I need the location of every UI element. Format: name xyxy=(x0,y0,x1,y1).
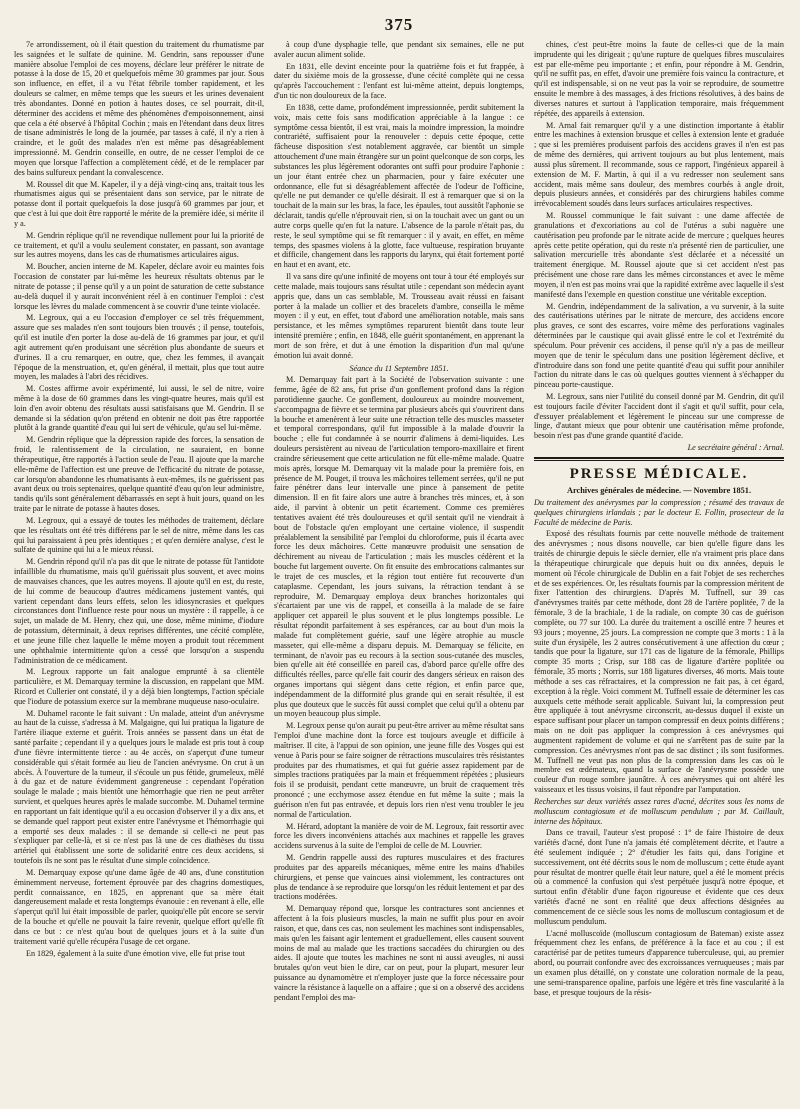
paragraph: M. Gendrin réplique que la dépression rapide des forces, la sensation de froid, le ralentissement de la circulation, ne sauraient, en bonne thérapeutique, être rapportés à l'action seule de l'eau. Il ajoute que la marche elle-même de l'affection est une preuve de l'efficacité du nitrate de potasse, car lorsqu'on abandonne les rhumatisants à eux-mêmes, ils ne guérissent pas avant deux ou trois septenaires, quelque quantité d'eau qu'on leur administre, tandis qu'ils sont généralement débarrassés en sept à huit jours, quand on les traite par le nitrate de potasse à hautes doses. xyxy=(14,435,264,514)
archive-heading: Archives générales de médecine. — Novembre 1851. xyxy=(566,486,752,496)
paragraph: 7e arrondissement, où il était question du traitement du rhumatisme par les saignées et le sulfate de quinine. M. Gendrin, sans repousser d'une manière absolue l'emploi de ces moyens, déclare leur préférer le nitrate de potasse à la dose de 15, 20 et quelquefois même 30 grammes par jour. Sous son influence, en effet, il a vu l'état fébrile tomber rapidement, et les douleurs se calmer, en même temps que les sueurs et les urines devenaient très abondantes. Donné en potion à hautes doses, ce sel pourrait, dit-il, déterminer des accidens et même des phénomènes d'empoisonnement, ainsi que cela a été observé à l'hôpital Cochin ; mais en l'étendant dans deux litres de tisane administrés le long de la journée, par tasses à café, il n'y a rien à craindre, et le goût des malades n'en est même pas désagréablement impressionné. M. Gendrin conseille, en outre, de ne cesser l'emploi de ce moyen que lorsque l'affection a complètement cédé, et de le remplacer par des bains sulfureux pendant la convalescence. xyxy=(14,40,264,177)
section-divider-thin xyxy=(534,460,784,461)
paragraph: M. Demarquay fait part à la Société de l'observation suivante : une femme, âgée de 82 ans, fut prise d'un gonflement profond dans la région parotidienne gauche. Ce gonflement, douloureux au moindre mouvement, s'accompagna de fièvre et se termina par plusieurs abcès qui s'ouvrirent dans la bouche et amenèrent à leur suite une rétraction telle des muscles masseter et temporal correspondans, qu'il fut impossible à la malade d'ouvrir la bouche ; elle fut condamnée à se nourrir d'alimens à demi-liquides. Les douleurs persistèrent au niveau de l'articulation temporo-maxillaire et firent craindre sérieusement que cette articulation ne fût elle-même malade. Quatre mois après, lorsque M. Demarquay vit la malade pour la première fois, en présence de M. Pouget, il trouva les mâchoires tellement serrées, qu'il ne put faire pénétrer dans leur intervalle une pince à pansement de petite dimension. Il en fit faire alors une autre à branches très minces, et, à son aide, il parvint à obtenir un petit écartement. Comme ces premières tentatives avaient été très douloureuses et qu'il sentait qu'il ne viendrait à bout de l'obstacle qu'en employant une certaine violence, il suspendit préalablement la sensibilité par l'emploi du chloroforme, puis il écarta avec force les deux mâchoires. Cette manœuvre produisit une sensation de déchirement au niveau de l'articulation ; mais les muscles cédèrent et la bouche fut largement ouverte. On fit ensuite des embrocations calmantes sur le trajet de ces muscles, et la région tout entière fut recouverte d'un cataplasme. Cependant, les jours suivans, la rétraction tendant à se reproduire, M. Demarquay employa deux branches horizontales qui s'écartaient par une vis de rappel, et conseilla à la malade de se faire appliquer cet appareil le plus souvent et le plus longtemps possible. Le résultat répondit parfaitement à ses espérances, car au bout d'un mois la malade fut complètement guérie, sauf une légère atrophie au muscle masseter, qui elle-même a disparu depuis. M. Demarquay se félicite, en terminant, de n'avoir pas eu recours à la section sous-cutanée des muscles, bien qu'elle ait été conseillée en pareil cas, d'abord parce qu'elle offre des difficultés réelles, parce qu'elle fait courir des dangers sérieux en raison des organes importans qui siègent dans cette région, et enfin parce que, indépendamment de la difformité plus grande qui en serait résultée, il est plus que douteux que le succès fût aussi complet que celui qu'il a obtenu par un moyen beaucoup plus simple. xyxy=(274,375,524,719)
paragraph: M. Demarquay expose qu'une dame âgée de 40 ans, d'une constitution éminemment nerveuse, fortement éprouvée par des chagrins domestiques, perdit connaissance, en 1825, en apprenant que sa mère était dangereusement malade et resta longtemps évanouie : en revenant à elle, elle s'aperçut qu'il lui était impossible de parler, quoiqu'elle pût encore se servir de la bouche et qu'elle ne pouvait la faire revenir, quelque effort qu'elle fît dans ce but : ce n'est qu'au bout de quelques jours et à la suite d'un traitement varié qu'elle récupéra l'usage de cet organe. xyxy=(14,867,264,946)
page-number: 375 xyxy=(384,15,414,34)
paragraph: M. Roussel communique le fait suivant : une dame affectée de granulations et d'excoriations au col de l'utérus a subi naguère une cautérisation peu profonde par le nitrate acide de mercure ; quelques heures après cette petite opération, qui du reste n'a présenté rien de particulier, une salivation mercurielle très abondante s'est déclarée et a nécessité un traitement énergique. M. Roussel ajoute que si cet accident n'est pas précisément une chose rare dans les mêmes circonstances et avec le même moyen, il n'en est pas moins vrai que la rapidité extrême avec laquelle il s'est manifesté dans l'exemple en question constitue une véritable exception. xyxy=(534,211,784,299)
paragraph: M. Gendrin répond qu'il n'a pas dit que le nitrate de potasse fût l'antidote infaillible du rhumatisme, mais qu'il guérissait plus souvent, et avec moins de mauvaises chances, que les autres moyens. Il ajoute qu'il en est, du reste, de lui comme de beaucoup d'autres médicamens justement vantés, qui varient cependant dans leurs effets, selon les idiosyncrasies et quelques circonstances dont l'influence reste pour nous un mystère : il rappelle, à ce sujet, un malade de M. Henry, chez qui, une dose, même minime, d'iodure de potassium, déterminait, à deux reprises différentes, une cécité complète, et une jeune fille chez laquelle le même moyen a produit tout récemment une ophthalmie intermittente qu'on a cessé que lorsqu'on a suspendu l'administration de ce médicament. xyxy=(14,557,264,665)
paragraph: En 1829, également à la suite d'une émotion vive, elle fut prise tout xyxy=(26,948,245,958)
paragraph: chines, c'est peut-être moins la faute de celles-ci que de la main imprudente qui les dirigeait ; qu'une rupture de quelques fibres musculaires est par elle-même peu importante ; et enfin, pour répondre à M. Gendrin, qu'il ne suffit pas, en effet, d'avoir une première fois vaincu la contracture, et qu'il est indispensable, si on ne veut pas la voir se reproduire, de soumettre ensuite le membre à des massages, à des frictions résolutives, à des bains de diverses natures et surtout à l'application temporaire, mais fréquemment répétée, des appareils à extension. xyxy=(534,40,784,118)
paragraph: M. Gendrin, indépendamment de la salivation, a vu survenir, à la suite des cautérisations utérines par le nitrate de mercure, des accidens encore plus graves, ce sont des escarres, voire même des perforations vaginales déterminées par le caustique qui avait glissé entre le col et l'extrémité du spéculum. Pour prévenir ces accidens, il pense qu'il n'y a pas de meilleur moyen que de tenir le spéculum dans une position légèrement déclive, et d'introduire dans son fond une petite quantité d'eau qui suffit pour annihiler l'action du nitrate dans le cas où quelques gouttes viennent à s'échapper du pinceau porte-caustique. xyxy=(534,301,784,390)
session-date-heading: Séance du 11 Septembre 1851. xyxy=(349,363,449,373)
secretary-signature: Le secrétaire général : Arnal. xyxy=(687,443,784,453)
paragraph: L'acné molluscoïde (molluscum contagiosum de Bateman) existe assez fréquemment chez les enfans, de préférence à la face et au cou ; il est caractérisé par de petites tumeurs d'apparence tuberculeuse, qui, au premier abord, ou pourrait confondre avec des excroissances verruqueuses ; mais par un examen plus détaillé, on y constate une coloration normale de la peau, une semi-transparence opaline, parfois une légère et très fine vascularité à la base, et presque toujours de la résis- xyxy=(534,928,784,997)
paragraph: Exposé des résultats fournis par cette nouvelle méthode de traitement des anévrysmes ; nous disons nouvelle, car bien qu'elle figure dans les traités de chirurgie depuis le siècle dernier, elle n'a vraiment pris place dans la thérapeutique chirurgicale que depuis huit ou dix années, depuis le moment où l'école chirurgicale de Dublin en a fait l'objet de ses recherches et de ses expériences. Or, les résultats fournis par la compression méritent de fixer l'attention des chirurgiens. D'après M. Tuffnell, sur 39 cas d'anévrysmes traités par cette méthode, dont 28 de l'artère poplitée, 7 de la fémorale, 3 de la brachiale, 1 de la radiale, on compte 30 cas de guérison complète, ou 77 sur 100. La durée du traitement a oscillé entre 7 heures et 93 jours ; moyenne, 25 jours. La compression ne compte que 3 morts : 1 à la suite d'un érysipèle, les 2 autres consécutivement à une affection du cœur ; tandis que pour la ligature, sur 171 cas de ligature de la fémorale, Phillips compte 35 morts ; Crisp, sur 188 cas de ligature d'artère poplitée ou fémorale, 35 morts ; Norris, sur 188 ligatures diverses, 46 morts. Mais toute méthode a ses cas réfractaires, et la compression ne fait pas, à cet égard, exception à la règle. Voici comment M. Tuffnell essaie de déterminer les cas auxquels cette méthode serait applicable. Suivant lui, la compression peut être appliquée à tout anévrysme circonscrit, au-dessus duquel il existe un espace suffisant pour placer un tampon compressif en deux points différens ; mais on ne doit pas appliquer la compression à ces anévrysmes qui augmentent rapidement de volume et qui ne s'arrêtent pas de suite par la compression. Ces anévrysmes n'ont pas de sac distinct ; ils sont fusiformes. M. Tuffnell ne veut pas non plus de la compression dans les cas où le membre est œdémateux, quand la surface de l'anévrysme possède une couleur d'un rouge sombre jaunâtre. À ces anévrysmes qui ont altéré les vaisseaux et les tissus voisins, il faut répondre par l'amputation. xyxy=(534,529,784,795)
article-title: Recherches sur deux variétés assez rares d'acné, décrites sous les noms de molluscum contagiosum et de molluscum pendulum ; par M. Caillault, interne des hôpitaux. xyxy=(534,796,784,826)
text-columns xyxy=(14,40,784,1105)
paragraph: M. Legroux, sans nier l'utilité du conseil donné par M. Gendrin, dit qu'il est toujours facile d'éviter l'accident dont il s'agit et qu'il suffit, pour cela, d'essuyer préalablement et légèrement le pinceau sur une compresse de linge, d'autant mieux que pour obtenir une cautérisation même profonde, besoin n'est pas d'une grande quantité d'acide. xyxy=(534,391,784,441)
paragraph: M. Arnal fait remarquer qu'il y a une distinction importante à établir entre les machines à extension brusque et celles à extension lente et graduée ; que si les premières produisent parfois des accidens graves il n'en est pas de même des dernières, qui arrivent toujours au but plus lentement, mais aussi plus sûrement. Il recommande, sous ce rapport, l'ingénieux appareil à extension de M. F. Martin, à qui il a vu redresser non seulement sans accident, mais même sans douleur, des membres courbés à angle droit, depuis plusieurs années, et considérés par des chirurgiens habiles comme irrévocablement soudés dans leurs surfaces articulaires respectives. xyxy=(534,120,784,209)
paragraph: M. Costes affirme avoir expérimenté, lui aussi, le sel de nitre, voire même à la dose de 60 grammes dans les vingt-quatre heures, mais qu'il est loin d'en avoir obtenu des résultats aussi satisfaisans que M. Gendrin. Il se demande si la sédation qu'on prétend en obtenir ne doit pas être rapportée plutôt à la grande quantité d'eau qui lui sert de véhicule, qu'au sel lui-même. xyxy=(14,384,264,433)
paragraph: En 1838, cette dame, profondément impressionnée, perdit subitement la voix, mais cette fois sans modification appréciable à la langue : ce symptôme cessa bientôt, il est vrai, mais la moindre impression, la moindre contrariété, suffisaient pour la renouveler : depuis cette époque, cette fâcheuse disposition s'est notablement aggravée, car bientôt un simple attouchement d'une main étrangère sur un point quelconque de son corps, les substances les plus légèrement odorantes ont suffi pour produire l'aphonie : un jour étant entrée chez un pharmacien, pour y faire exécuter une ordonnance, elle fut si désagréablement affectée de l'odeur de l'officine, qu'elle ne put demander ce qu'elle désirait. Il est à remarquer que si on la touchait de la main sur les bras, la face, les épaules, tout aussitôt l'aphonie se déclarait, tandis qu'elle n'éprouvait rien, si on la touchait avec un gant ou un autre corps quelle qu'en fut la nature. L'absence de la parole n'était pas, du reste, le seul symptôme qui se fît remarquer : il y avait, en effet, en même temps, des spasmes violens à la glotte, face vultueuse, respiration bruyante et difficile, changement dans les rapports du larynx, qui était fortement porté en haut et en avant, etc. xyxy=(274,102,524,270)
column-middle xyxy=(274,40,524,1105)
column-right xyxy=(534,40,784,1105)
paragraph: M. Duhamel raconte le fait suivant : Un malade, atteint d'un anévrysme au haut de la cuisse, s'adressa à M. Malgaigne, qui lui pratiqua la ligature de l'artère iliaque externe et guérit. Trois années se passent dans un état de santé parfaite ; cependant il y a quelques jours le malade est pris tout à coup d'une fièvre intermittente tierce : au 4e accès, on s'aperçut d'une tumeur considérable qui s'était formée au lieu de l'ancien anévrysme. On crut à un abcès. À l'ouverture de la tumeur, il s'écoule un pus fétide, grumeleux, mêlé à du gaz et de nature évidemment gangreneuse : cependant l'opération soulage le malade ; mais bientôt une hémorrhagie que rien ne peut arrêter survient, et quelques heures après le malade succombe. M. Duhamel termine en rapportant un fait identique qu'il a eu occasion d'observer il y a dix ans, et se demande quel rapport peut exister entre l'anévrysme et l'hémorrhagie qui a emporté ses deux malades : il se demande si celle-ci ne peut pas s'expliquer par celle-là, et si ce n'est pas là une de ces diathèses du tissu artériel qui établissent une sorte de solidarité entre ces deux accidens, si toutefois ils ne sont pas le résultat d'une simple coïncidence. xyxy=(14,708,264,866)
paragraph: M. Legroux, qui a eu l'occasion d'employer ce sel très fréquemment, assure que ses malades n'en sont toujours bien trouvés ; il pense, toutefois, qu'il est inutile d'en porter la dose au-delà de 16 grammes par jour, et qu'il agit autrement qu'en produisant une sécrétion plus abondante de sueurs et d'urines. Il a cru remarquer, en outre, que, chez les femmes, il avançait l'époque de la menstruation, et, qu'en général, il mettait, plus que tout autre moyen, les malades à l'abri des récidives. xyxy=(14,313,264,382)
paragraph: M. Boucher, ancien interne de M. Kapeler, déclare avoir eu maintes fois l'occasion de constater par lui-même les heureux résultats obtenus par le nitrate de potasse ; il pense qu'il y a un point de saturation de cette substance au-delà duquel il y aurait inconvénient réel à en continuer l'emploi : c'est lorsque les lèvres du malade commencent à se couvrir d'une teinte violacée. xyxy=(14,262,264,311)
paragraph: Dans ce travail, l'auteur s'est proposé : 1° de faire l'histoire de deux variétés d'acné, dont l'une n'a jamais été complètement décrite, et l'autre a été seulement indiquée ; 2° d'étudier les faits qui, dans l'origine et successivement, ont été décrits sous le nom de molluscum ; cette étude ayant pour résultat de montrer quelle était leur nature, quel a été le moment précis où a commencé la confusion qui s'est perpétuée jusqu'à notre époque, et surtout enfin d'établir d'une façon rigoureuse et évidente que ces deux variétés d'acné ne sont en réalité que deux affections désignées au commencement de ce siècle sous les noms de molluscum contagiosum et de molluscum pendulum. xyxy=(534,828,784,926)
paragraph: M. Gendrin réplique qu'il ne revendique nullement pour lui la priorité de ce traitement, et qu'il a voulu seulement constater, en passant, son avantage sur les autres moyens, dans les cas de rhumatismes articulaires aigus. xyxy=(14,230,264,260)
paragraph: M. Legroux pense qu'on aurait pu peut-être arriver au même résultat sans l'emploi d'une machine dont la force est toujours aveugle et difficile à maîtriser. Il cite, à l'appui de son opinion, une jeune fille des Vosges qui est venue à Paris pour se faire soigner de rétractions musculaires très résistantes produites par des rhumatismes, et qui fut guérie assez rapidement par de simples tractions pratiquées par la main et fréquemment répétées ; plusieurs fois il se produisit, pendant cette manœuvre, un bruit de craquement très prononcé ; une ecchymose assez étendue en fut même la suite ; mais la guérison n'en fut pas entravée, et depuis lors rien n'est venu troubler le jeu normal de l'articulation. xyxy=(274,721,524,819)
section-title: PRESSE MÉDICALE. xyxy=(569,465,749,482)
paragraph: M. Hérard, adoptant la manière de voir de M. Legroux, fait ressortir avec force les divers inconvéniens attachés aux machines et rappelle les graves accidens survenus à la suite de l'emploi de celle de M. Louvrier. xyxy=(274,821,524,851)
article-title: Du traitement des anévrysmes par la compression ; résumé des travaux de quelques chirurgiens irlandais ; par le docteur E. Follin, prosecteur de la Faculté de médecine de Paris. xyxy=(534,498,784,527)
paragraph: M. Legroux rapporte un fait analogue emprunté à sa clientèle particulière, et M. Demarquay termine la discussion, en rappelant que MM. Ricord et Cullerier ont constaté, il y a déjà bien longtemps, l'action spéciale que l'iodure de potassium exerce sur la membrane muqueuse naso-oculaire. xyxy=(14,667,264,706)
paragraph: Il va sans dire qu'une infinité de moyens ont tour à tour été employés sur cette malade, mais toujours sans résultat utile : cependant son médecin ayant appris que, dans un cas semblable, M. Trousseau avait réussi en faisant porter à la malade un collier et des bracelets d'ambre, conseilla le même moyen : il y eut, en effet, tout d'abord une amélioration notable, mais sans persistance, et les mêmes symptômes reparurent bientôt dans toute leur intensité première ; enfin, en 1848, elle guérit spontanément, en apprenant la mort de son frère, et dut à une émotion la disparition d'un mal qu'une émotion lui avait donné. xyxy=(274,272,524,360)
paragraph: M. Gendrin rappelle aussi des ruptures musculaires et des fractures produites par des appareils mécaniques, même entre les mains d'habiles chirurgiens, et pense que vaincues ainsi violemment, les contractures ont plus de tendance à se reproduire que lorsqu'on les réduit lentement et par des tractions modérées. xyxy=(274,853,524,902)
paragraph: En 1831, elle devint enceinte pour la quatrième fois et fut frappée, à dater du sixième mois de la grossesse, d'une cécité complète qui ne cessa qu'après l'accouchement : l'enfant est lui-même atteint, depuis longtemps, d'un tic non douloureux de la face. xyxy=(274,61,524,101)
paragraph: M. Roussel dit que M. Kapeler, il y a déjà vingt-cinq ans, traitait tous les rhumatismes aigus qui se présentaient dans son service, par le nitrate de potasse dont il portait quelquefois la dose jusqu'à 60 grammes par jour, et que c'est à lui que doit être rapporté le mérite de la première idée, si mérite il y a. xyxy=(14,179,264,228)
section-divider xyxy=(534,457,784,459)
column-left xyxy=(14,40,264,1105)
paragraph: à coup d'une dysphagie telle, que pendant six semaines, elle ne put avaler aucun aliment solide. xyxy=(274,40,524,59)
paragraph: M. Legroux, qui a essayé de toutes les méthodes de traitement, déclare que les résultats ont été très différens par le sel de nitre, même dans les cas qui lui paraissaient à peu près identiques ; et qu'en dernière analyse, c'est le sulfate de quinine qui lui a le mieux réussi. xyxy=(14,515,264,555)
paragraph: M. Demarquay répond que, lorsque les contractures sont anciennes et affectent à la fois plusieurs muscles, la main ne suffit plus pour en avoir raison, et que, dans ces cas, non seulement les machines sont indispensables, mais qu'en les faisant agir lentement et graduellement, elles causent souvent moins de mal au malade que les tractions saccadées du chirurgien ou des aides. Il ajoute que toutes les machines ne sont ni aussi aveugles, ni aussi brutales qu'on veut bien le dire, car on peut, pour la plupart, mesurer leur puissance au dynamomètre et n'employer juste que la force nécessaire pour vaincre la résistance à laquelle on a affaire ; que si on a observé des accidens pendant l'emploi des ma- xyxy=(274,904,524,1002)
